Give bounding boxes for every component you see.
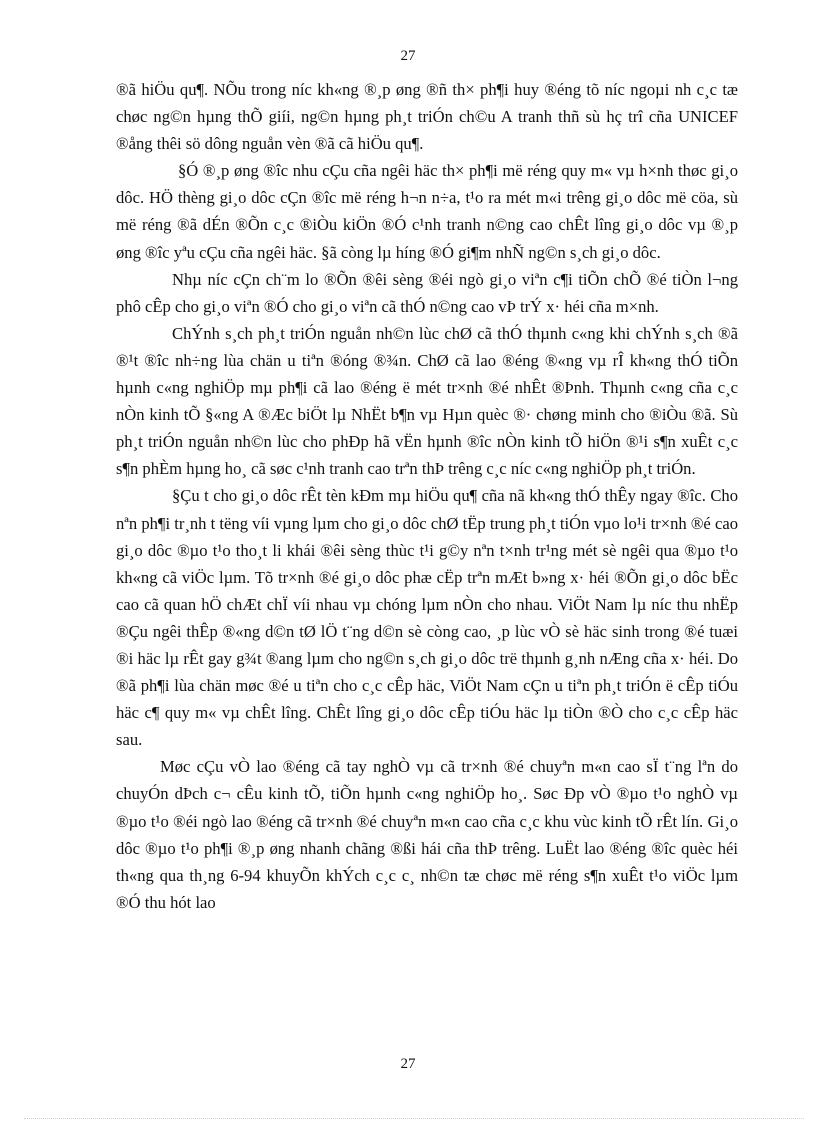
page-bottom-divider xyxy=(24,1118,804,1119)
paragraph: §Çu t cho gi¸o dôc rÊt tèn kÐm mµ hiÖu qu¶ cña nã kh«ng thÓ thÊy ngay ®îc. Cho nªn ph¶i tr¸nh t tëng víi vµng lµm cho gi¸o dôc chØ tËp trung ph¸t tiÓn vµo lo¹i tr×nh ®é cao gi¸o dôc ®µo t¹o tho¸t li khái ®êi sèng thùc t¹i g©y nªn t×nh tr¹ng mét sè ngêi qua ®µo t¹o kh«ng cã viÖc lµm. Tõ tr×nh ®é gi¸o dôc phæ cËp trªn mÆt b»ng x· héi ®Õn gi¸o dôc bËc cao cã quan hÖ chÆt chÏ víi nhau vµ chóng lµm nÒn cho nhau. ViÖt Nam lµ níc thu nhËp ®Çu ngêi thÊp ®«ng d©n tØ lÖ t¨ng d©n sè còng cao, ¸p lùc vÒ sè häc sinh trong ®é tuæi ®i häc lµ rÊt gay g¾t ®ang lµm cho ng©n s¸ch gi¸o dôc trë thµnh g¸nh nÆng cña x· héi. Do ®ã ph¶i lùa chän møc ®é u tiªn cho c¸c cÊp häc, ViÖt Nam cÇn u tiªn ph¸t triÓn ë cÊp tiÓu häc c¶ quy m« vµ chÊt lîng. ChÊt lîng gi¸o dôc cÊp tiÓu häc lµ tiÒn ®Ò cho c¸c cÊp häc sau. xyxy=(116,486,738,750)
paragraph: Møc cÇu vÒ lao ®éng cã tay nghÒ vµ cã tr×nh ®é chuyªn m«n cao sÏ t¨ng lªn do chuyÓn dÞch c¬ cÊu kinh tÕ, tiÕn hµnh c«ng nghiÖp ho¸. Søc Ðp vÒ ®µo t¹o nghÒ vµ ®µo t¹o ®éi ngò lao ®éng cã tr×nh ®é chuyªn m«n cao cña c¸c khu vùc kinh tÕ rÊt lín. Gi¸o dôc ®µo t¹o ph¶i ®¸p øng nhanh chãng ®ßi hái cña thÞ trêng. LuËt lao ®éng ®îc quèc héi th«ng qua th¸ng 6-94 khuyÕn khÝch c¸c c¸ nh©n tæ chøc më réng s¶n xuÊt t¹o viÖc lµm ®Ó thu hót lao xyxy=(116,757,738,912)
paragraph: ChÝnh s¸ch ph¸t triÓn nguån nh©n lùc chØ cã thÓ thµnh c«ng khi chÝnh s¸ch ®ã ®¹t ®îc nh÷ng lùa chän u tiªn ®óng ®¾n. ChØ cã lao ®éng ®«ng vµ rÎ kh«ng thÓ tiÕn hµnh c«ng nghiÖp mµ ph¶i cã lao ®éng ë mét tr×nh ®é nhÊt ®Þnh. Thµnh c«ng cña c¸c nÒn kinh tÕ §«ng A ®Æc biÖt lµ NhËt b¶n vµ Hµn quèc ®· chøng minh cho ®iÒu ®ã. Sù ph¸t triÓn nguån nh©n lùc cho phÐp hã vËn hµnh ®îc nÒn kinh tÕ hiÖn ®¹i s¶n xuÊt c¸c s¶n phÈm hµng ho¸ cã søc c¹nh tranh cao trªn thÞ trêng c¸c níc c«ng nghiÖp ph¸t triÓn. xyxy=(116,323,738,479)
paragraph: ®ã hiÖu qu¶. NÕu trong níc kh«ng ®¸p øng ®ñ th× ph¶i huy ®éng tõ níc ngoµi nh c¸c tæ chøc ng©n hµng thÕ giíi, ng©n hµng ph¸t triÓn ch©u A tranh thñ sù hç trî cña UNICEF ®ång thêi sö dông nguån vèn ®ã cã hiÖu qu¶. xyxy=(116,80,738,154)
page-number-top: 27 xyxy=(400,48,416,64)
paragraph: Nhµ níc cÇn ch¨m lo ®Õn ®êi sèng ®éi ngò gi¸o viªn c¶i tiÕn chÕ ®é tiÒn l¬ng phô cÊp cho gi¸o viªn ®Ó cho gi¸o viªn cã thÓ n©ng cao vÞ trÝ x· héi cña m×nh. xyxy=(116,269,738,316)
paragraph: §Ó ®¸p øng ®îc nhu cÇu cña ngêi häc th× ph¶i më réng quy m« vµ h×nh thøc gi¸o dôc. HÖ thèng gi¸o dôc cÇn ®îc më réng h¬n n÷a, t¹o ra mét m«i trêng gi¸o dôc më cöa, sù më réng ®ã dÉn ®Õn c¸c ®iÒu kiÖn ®Ó c¹nh tranh n©ng cao chÊt lîng gi¸o dôc vµ ®¸p øng ®îc yªu cÇu cña ngêi häc. §ã còng lµ híng ®Ó gi¶m nhÑ ng©n s¸ch gi¸o dôc. xyxy=(116,161,738,262)
body-text xyxy=(116,76,738,916)
page-number-bottom: 27 xyxy=(400,1056,416,1072)
